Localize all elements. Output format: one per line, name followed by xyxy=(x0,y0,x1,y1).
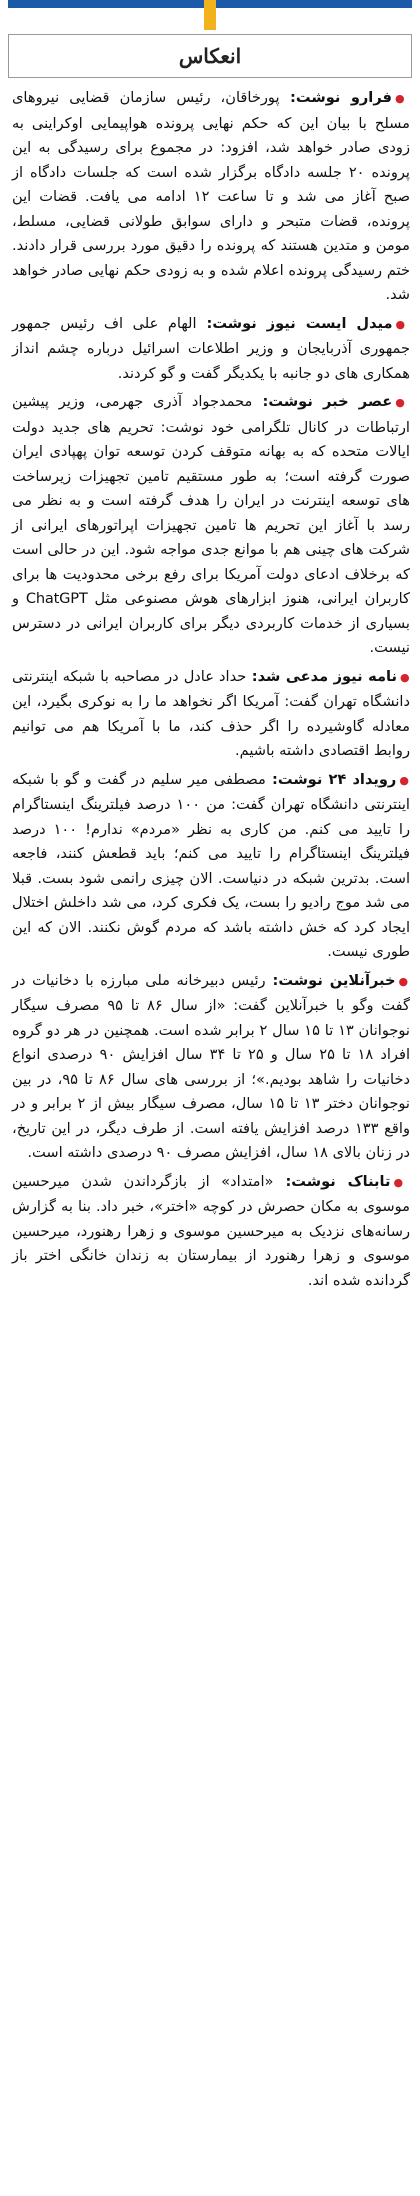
news-text: مصطفی میر سلیم در گفت و گو با شبکه اینترنتی دانشگاه تهران گفت: من ۱۰۰ درصد فیلترینگ اینستاگرام را تایید می کنم. من کاری به نظر «مردم» ندارم! ۱۰۰ درصد فیلترینگ اینستاگرام را تایید می کنم؛ باید قطعش کنند، فاجعه است. بدترین شبکه در دنیاست. الان چیزی رانمی شود بست. قبلا می شد موج رادیو را بست، یک فکری کرد، می شد داخلش اختلال ایجاد کرد که خش داشته باشد که مردم گوش نکنند. الان که این طوری نیست. xyxy=(12,770,410,960)
section-marker-tab xyxy=(204,0,216,30)
news-item-rouydad24: ● رویداد ۲۴ نوشت: مصطفی میر سلیم در گفت و گو با شبکه اینترنتی دانشگاه تهران گفت: من ۱۰۰ درصد فیلترینگ اینستاگرام را تایید می کنم. من کاری به نظر «مردم» ندارم! ۱۰۰ درصد فیلترینگ اینستاگرام را تایید می کنم؛ باید قطعش کنند، فاجعه است. بدترین شبکه در دنیاست. الان چیزی رانمی شود بست. قبلا می شد موج رادیو را بست، یک فکری کرد، می شد داخلش اختلال ایجاد کرد که خش داشته باشد که مردم گوش نکنند. الان که این طوری نیست. xyxy=(12,768,410,965)
news-item-fararu: ● فرارو نوشت: پورخاقان، رئیس سازمان قضایی نیروهای مسلح با بیان این که حکم نهایی پرونده هواپیمایی اوکراینی به زودی صادر خواهد شد، افزود: در مجموع برای رسیدگی به این پرونده ۲۰ جلسه دادگاه برگزار شده است که جلسات دادگاه از صبح آغاز می شد و تا ساعت ۱۲ ادامه می یافت. قضات این پرونده، قضات متبحر و دارای سوابق طولانی قضایی، مسلط، مومن و متدین هستند که پرونده را دقیق مورد بررسی قرار دادند. ختم رسیدگی پرونده اعلام شده و به زودی حکم نهایی صادر خواهد شد. xyxy=(12,86,410,308)
news-source: میدل ایست نیوز نوشت xyxy=(212,314,393,332)
news-text: پورخاقان، رئیس سازمان قضایی نیروهای مسلح با بیان این که حکم نهایی پرونده هواپیمایی اوکراینی به زودی صادر خواهد شد، افزود: در مجموع برای رسیدگی به این پرونده ۲۰ جلسه دادگاه برگزار شده است که جلسات دادگاه از صبح آغاز می شد و تا ساعت ۱۲ ادامه می یافت. قضات این پرونده، قضات متبحر و دارای سوابق طولانی قضایی، مسلط، مومن و متدین هستند که پرونده را دقیق مورد بررسی قرار دادند. ختم رسیدگی پرونده اعلام شده و به زودی حکم نهایی صادر خواهد شد. xyxy=(12,89,410,303)
news-item-khabaronline: ● خبرآنلاین نوشت: رئیس دبیرخانه ملی مبارزه با دخانیات در گفت وگو با خبرآنلاین گفت: «از سال ۸۶ تا ۹۵ مصرف سیگار نوجوانان ۱۳ تا ۱۵ سال ۲ برابر شده است. همچنین در هر دو گروه افراد ۱۸ تا ۲۵ سال و ۲۵ تا ۳۴ سال افزایش ۹۰ درصدی انواع دخانیات را شاهد بودیم.»؛ از بررسی های سال ۸۶ تا ۹۵، در بین نوجوانان دختر ۱۳ تا ۱۵ سال، مصرف سیگار بیش از ۲ برابر و در واقع ۱۳۳ درصد افزایش یافته است. از طرف دیگر، در این تاریخ، در زنان بالای ۱۸ سال، افزایش مصرف ۹۰ درصدی داشته است. xyxy=(12,969,410,1166)
news-source: رویداد ۲۴ نوشت xyxy=(277,770,397,788)
news-source: نامه نیوز مدعی شد xyxy=(257,667,397,685)
news-text: «امتداد» از بازگرداندن شدن میرحسین موسوی به مکان حصرش در کوچه «اختر»، خبر داد. بنا به گزارش رسانه‌های نزدیک به میرحسین موسوی و زهرا رهنورد، میرحسین موسوی و زهرا رهنورد از بیمارستان به زندان خانگی اختر باز گردانده شده اند. xyxy=(12,1172,410,1289)
news-item-tabnak: ● تابناک نوشت: «امتداد» از بازگرداندن شدن میرحسین موسوی به مکان حصرش در کوچه «اختر»، خبر داد. بنا به گزارش رسانه‌های نزدیک به میرحسین موسوی و زهرا رهنورد، میرحسین موسوی و زهرا رهنورد از بیمارستان به زندان خانگی اختر باز گردانده شده اند. xyxy=(12,1170,410,1294)
news-source: تابناک نوشت xyxy=(291,1172,391,1190)
news-source: فرارو نوشت xyxy=(295,89,392,106)
news-source: عصر خبر نوشت xyxy=(268,393,393,410)
news-column xyxy=(12,86,410,2190)
news-item-nameh-news: ● نامه نیوز مدعی شد: حداد عادل در مصاحبه با شبکه اینترنتی دانشگاه تهران گفت: آمریکا اگر نخواهد ما را به نوکری بگیرد، این معادله گاوشیرده را اگر حذف کند، ما با آمریکا هم می توانیم روابط اقتصادی داشته باشیم. xyxy=(12,665,410,764)
section-header xyxy=(8,34,412,78)
news-text: رئیس دبیرخانه ملی مبارزه با دخانیات در گفت وگو با خبرآنلاین گفت: «از سال ۸۶ تا ۹۵ مصرف سیگار نوجوانان ۱۳ تا ۱۵ سال ۲ برابر شده است. همچنین در هر دو گروه افراد ۱۸ تا ۲۵ سال و ۲۵ تا ۳۴ سال افزایش ۹۰ درصدی انواع دخانیات را شاهد بودیم.»؛ از بررسی های سال ۸۶ تا ۹۵، در بین نوجوانان دختر ۱۳ تا ۱۵ سال، مصرف سیگار بیش از ۲ برابر و در واقع ۱۳۳ درصد افزایش یافته است. از طرف دیگر، در این تاریخ، در زنان بالای ۱۸ سال، افزایش مصرف ۹۰ درصدی داشته است. xyxy=(12,971,410,1161)
section-title: انعکاس xyxy=(178,44,242,68)
news-item-asr-khabar: ● عصر خبر نوشت: محمدجواد آذری جهرمی، وزیر پیشین ارتباطات در کانال تلگرامی خود نوشت: تحریم های جدید دولت ایالات متحده که به بهانه متوقف کردن توسعه توان پهپادی ایران صورت گرفته است؛ به طور مستقیم تامین تجهیزات زیرساخت های توسعه اینترنت در ایران را هدف گرفته است و به نظر می رسد با آغاز این تحریم ها تامین تجهیزات اپراتورهای ایرانی از شرکت های چینی هم با موانع جدی مواجه شود. این در حالی است که برخلاف ادعای دولت آمریکا برای رفع برخی محدودیت ها برای کاربران ایرانی، هنوز ابزارهای هوش مصنوعی مثل ChatGPT و بسیاری از خدمات کاربردی دیگر برای کاربران ایرانی در دسترس نیست. xyxy=(12,390,410,661)
news-text: حداد عادل در مصاحبه با شبکه اینترنتی دانشگاه تهران گفت: آمریکا اگر نخواهد ما را به نوکری بگیرد، این معادله گاوشیرده را اگر حذف کند، ما با آمریکا هم می توانیم روابط اقتصادی داشته باشیم. xyxy=(12,667,410,759)
news-text: محمدجواد آذری جهرمی، وزیر پیشین ارتباطات در کانال تلگرامی خود نوشت: تحریم های جدید دولت ایالات متحده که به بهانه متوقف کردن توسعه توان پهپادی ایران صورت گرفته است؛ به طور مستقیم تامین تجهیزات زیرساخت های توسعه اینترنت در ایران را هدف گرفته است و به نظر می رسد با آغاز این تحریم ها تامین تجهیزات اپراتورهای ایرانی از شرکت های چینی هم با موانع جدی مواجه شود. این در حالی است که برخلاف ادعای دولت آمریکا برای رفع برخی محدودیت ها برای کاربران ایرانی، هنوز ابزارهای هوش مصنوعی مثل ChatGPT و بسیاری از خدمات کاربردی دیگر برای کاربران ایرانی در دسترس نیست. xyxy=(12,393,410,656)
news-text: الهام علی اف رئیس جمهور جمهوری آذربایجان و وزیر اطلاعات اسرائیل درباره چشم انداز همکاری های دو جانبه با یکدیگر گفت و گو کردند. xyxy=(12,314,410,382)
news-source: خبرآنلاین نوشت xyxy=(278,971,396,989)
news-item-middle-east-news: ● میدل ایست نیوز نوشت: الهام علی اف رئیس جمهور جمهوری آذربایجان و وزیر اطلاعات اسرائیل درباره چشم انداز همکاری های دو جانبه با یکدیگر گفت و گو کردند. xyxy=(12,312,410,387)
